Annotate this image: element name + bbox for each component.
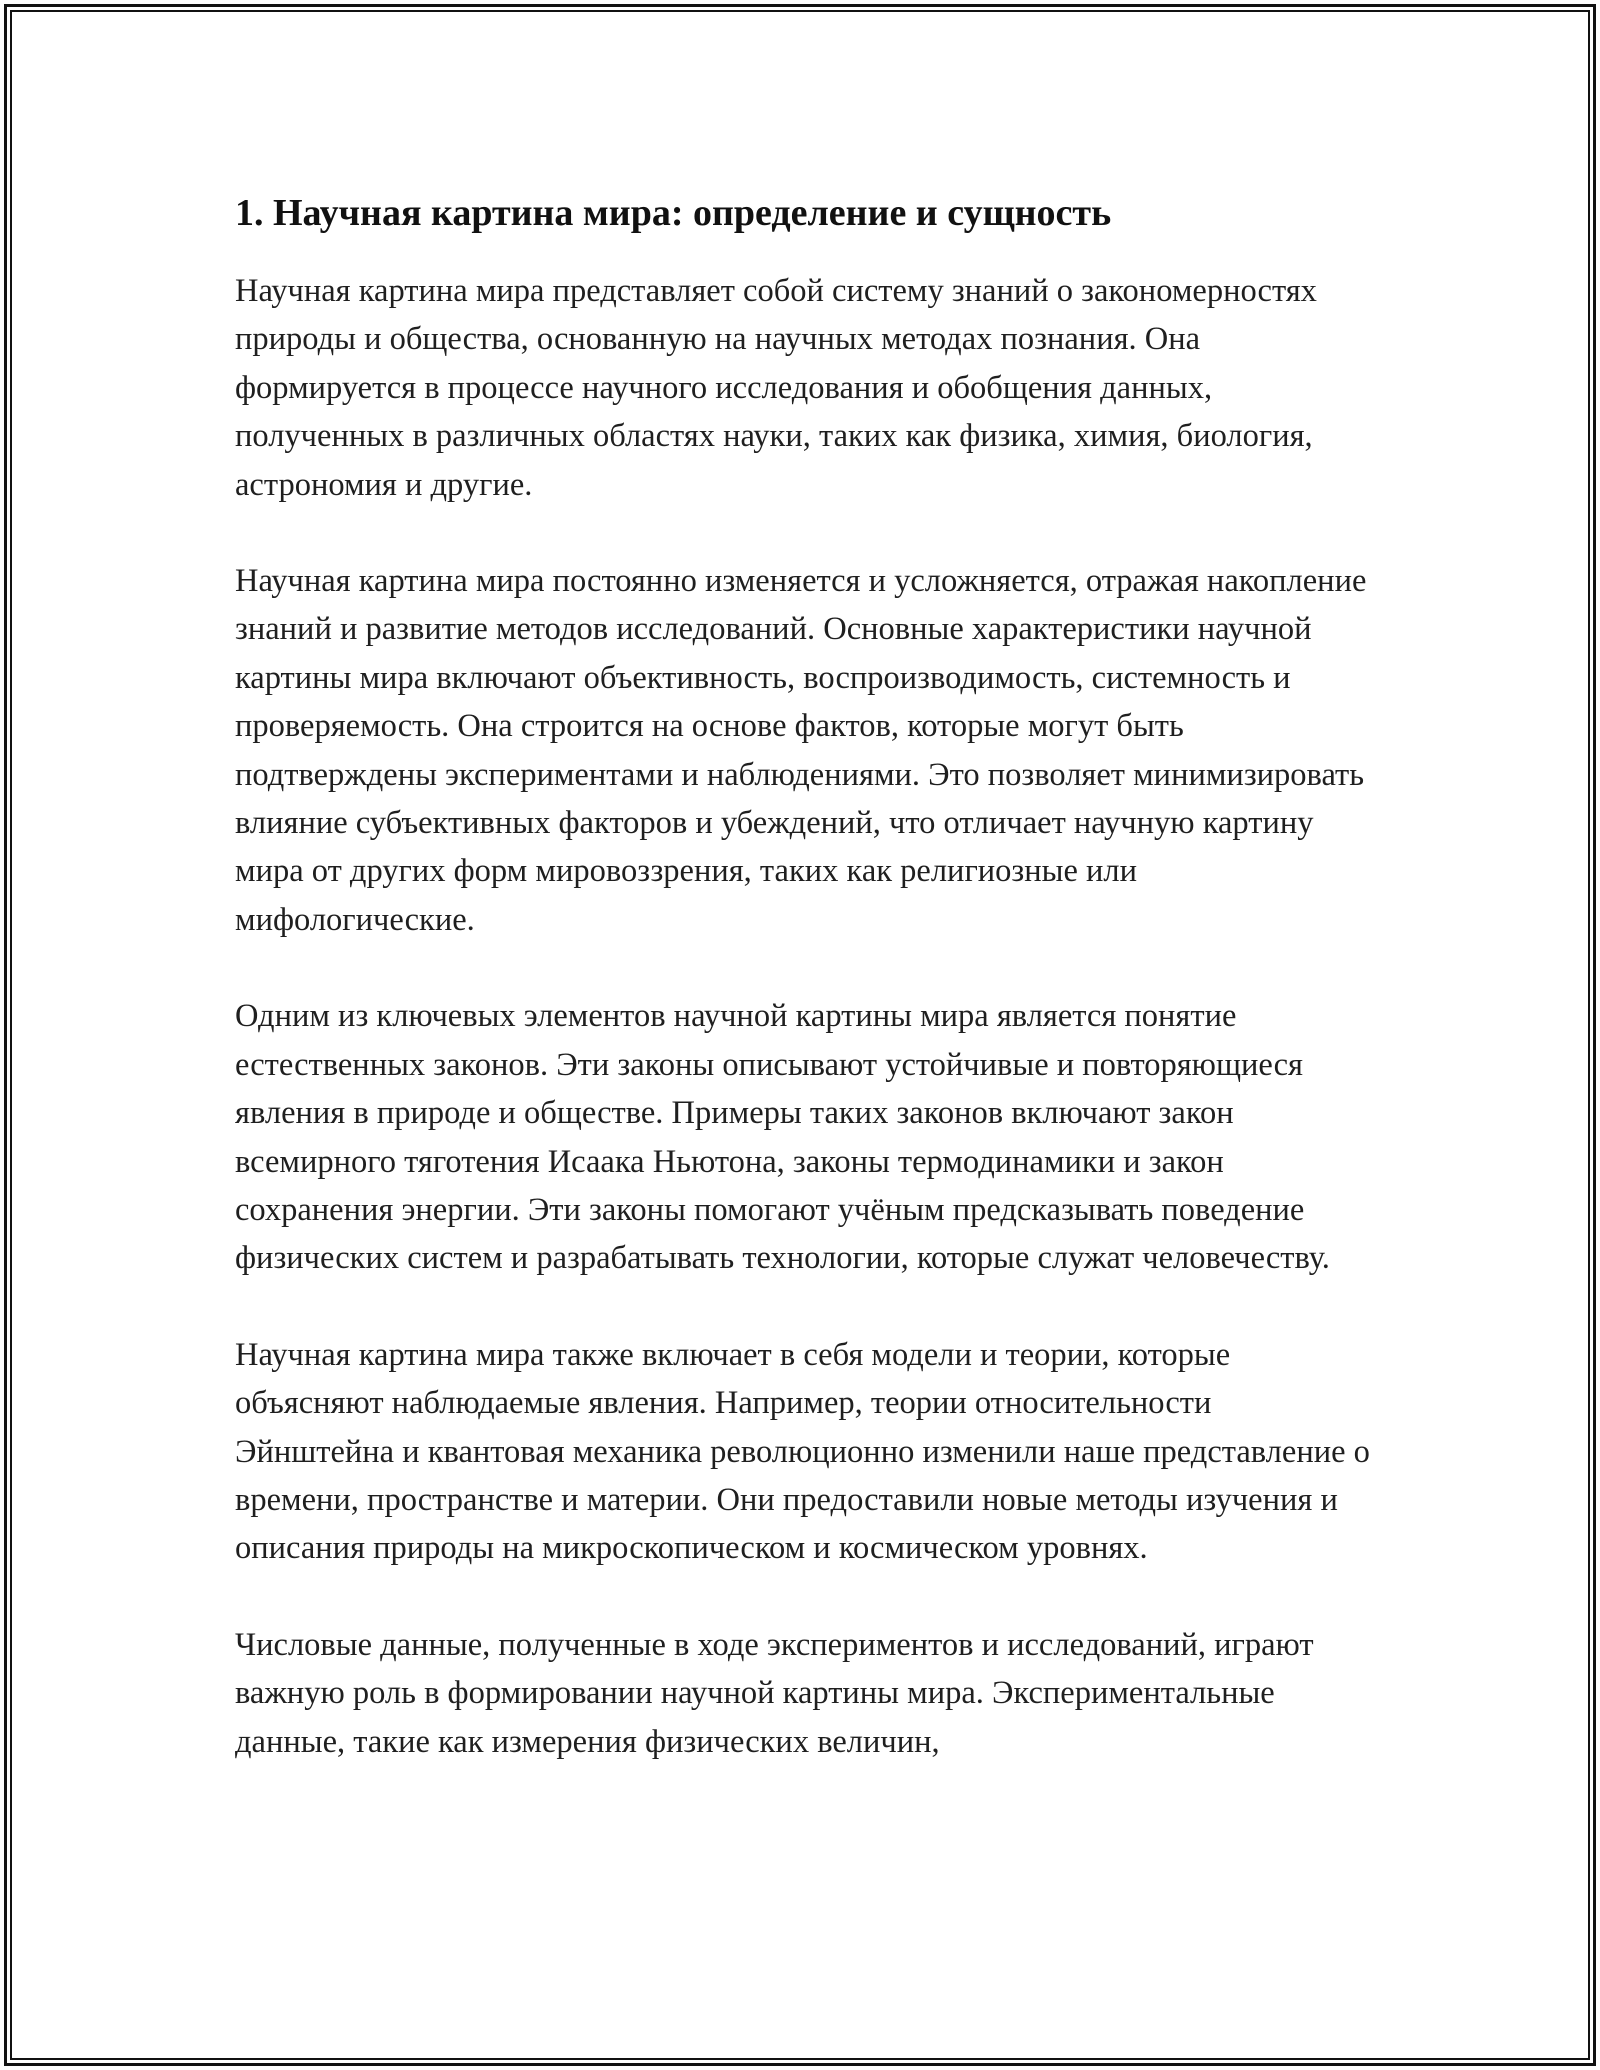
- paragraph-4: Научная картина мира также включает в себя модели и теории, которые объясняют наблюдаемые явления. Например, теории относительности Эйнштейна и квантовая механика революционно изменили наше представление о времени, пространстве и материи. Они предоставили новые методы изучения и описания природы на микроскопическом и космическом уровнях.: [235, 1336, 1370, 1567]
- paragraph-2: Научная картина мира постоянно изменяется и усложняется, отражая накопление знаний и развитие методов исследований. Основные характеристики научной картины мира включают объективность, воспроизводимость, системность и проверяемость. Она строится на основе фактов, которые могут быть подтверждены экспериментами и наблюдениями. Это позволяет минимизировать влияние субъективных факторов и убеждений, что отличает научную картину мира от других форм мировоззрения, таких как религиозные или мифологические.: [235, 563, 1367, 938]
- paragraph-3: Одним из ключевых элементов научной картины мира является понятие естественных законов. Эти законы описывают устойчивые и повторяющиеся явления в природе и обществе. Примеры таких законов включают закон всемирного тяготения Исаака Ньютона, законы термодинамики и закон сохранения энергии. Эти законы помогают учёным предсказывать поведение физических систем и разрабатывать технологии, которые служат человечеству.: [235, 998, 1330, 1277]
- section-title: 1. Научная картина мира: определение и сущность: [235, 192, 1112, 234]
- paragraph-1: Научная картина мира представляет собой систему знаний о закономерностях природы и общества, основанную на научных методах познания. Она формируется в процессе научного исследования и обобщения данных, полученных в различных областях науки, таких как физика, химия, биология, астрономия и другие.: [235, 273, 1317, 503]
- paragraph-5: Числовые данные, полученные в ходе экспериментов и исследований, играют важную роль в формировании научной картины мира. Экспериментальные данные, такие как измерения физических величин,: [235, 1626, 1314, 1760]
- document-body: [235, 186, 1375, 1814]
